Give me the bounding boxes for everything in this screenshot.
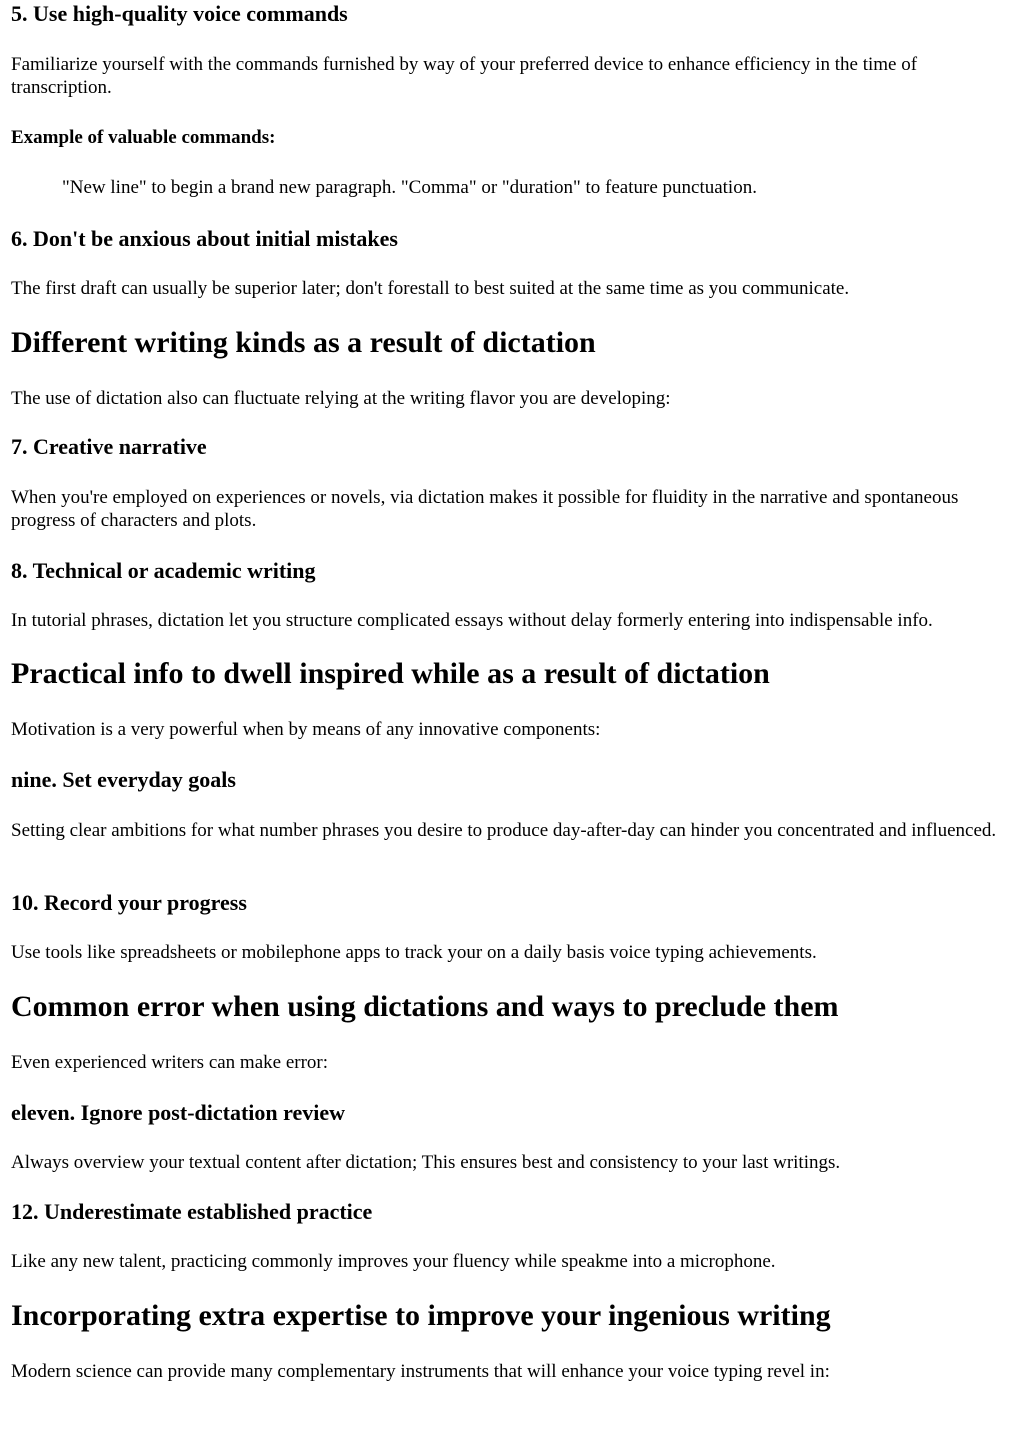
paragraph-incorporating-intro: Modern science can provide many complementary instruments that will enhance your voice typing revel in:: [11, 1361, 830, 1382]
paragraph-tip-11: Always overview your textual content after dictation; This ensures best and consistency to your last writings.: [11, 1152, 841, 1173]
paragraph-practical-intro: Motivation is a very powerful when by means of any innovative components:: [11, 719, 601, 740]
commands-example-label: Example of valuable commands:: [11, 127, 276, 148]
paragraph-writing-kinds-intro: The use of dictation also can fluctuate relying at the writing flavor you are developing:: [11, 388, 671, 409]
paragraph-tip-10: Use tools like spreadsheets or mobilephone apps to track your on a daily basis voice typing achievements.: [11, 942, 817, 963]
heading-tip-7: 7. Creative narrative: [11, 434, 207, 459]
paragraph-tip-12: Like any new talent, practicing commonly improves your fluency while speakme into a microphone.: [11, 1251, 776, 1272]
heading-tip-8: 8. Technical or academic writing: [11, 558, 316, 583]
heading-tip-10: 10. Record your progress: [11, 890, 247, 915]
heading-tip-5: 5. Use high-quality voice commands: [11, 1, 348, 26]
heading-tip-12: 12. Underestimate established practice: [11, 1199, 373, 1224]
heading-tip-6: 6. Don't be anxious about initial mistakes: [11, 226, 398, 251]
paragraph-tip-8: In tutorial phrases, dictation let you structure complicated essays without delay formerly entering into indispensable info.: [11, 610, 933, 631]
section-heading-writing-kinds: Different writing kinds as a result of dictation: [11, 326, 596, 359]
commands-example-quote: "New line" to begin a brand new paragraph. "Comma" or "duration" to feature punctuation.: [62, 177, 757, 198]
paragraph-errors-intro: Even experienced writers can make error:: [11, 1052, 329, 1073]
section-heading-incorporating-expertise: Incorporating extra expertise to improve your ingenious writing: [11, 1299, 831, 1332]
paragraph-tip-5: Familiarize yourself with the commands furnished by way of your preferred device to enhance efficiency in the time of transcription.: [11, 54, 918, 98]
heading-tip-9: nine. Set everyday goals: [11, 767, 236, 792]
paragraph-tip-7: When you're employed on experiences or novels, via dictation makes it possible for fluidity in the narrative and spontaneous progress of characters and plots.: [11, 487, 959, 531]
section-heading-practical-info: Practical info to dwell inspired while as a result of dictation: [11, 657, 770, 690]
heading-tip-11: eleven. Ignore post-dictation review: [11, 1100, 346, 1125]
paragraph-tip-6: The first draft can usually be superior later; don't forestall to best suited at the same time as you communicate.: [11, 278, 850, 299]
paragraph-tip-9: Setting clear ambitions for what number phrases you desire to produce day-after-day can hinder you concentrated and influenced.: [11, 820, 997, 841]
section-heading-common-errors: Common error when using dictations and ways to preclude them: [11, 990, 839, 1023]
